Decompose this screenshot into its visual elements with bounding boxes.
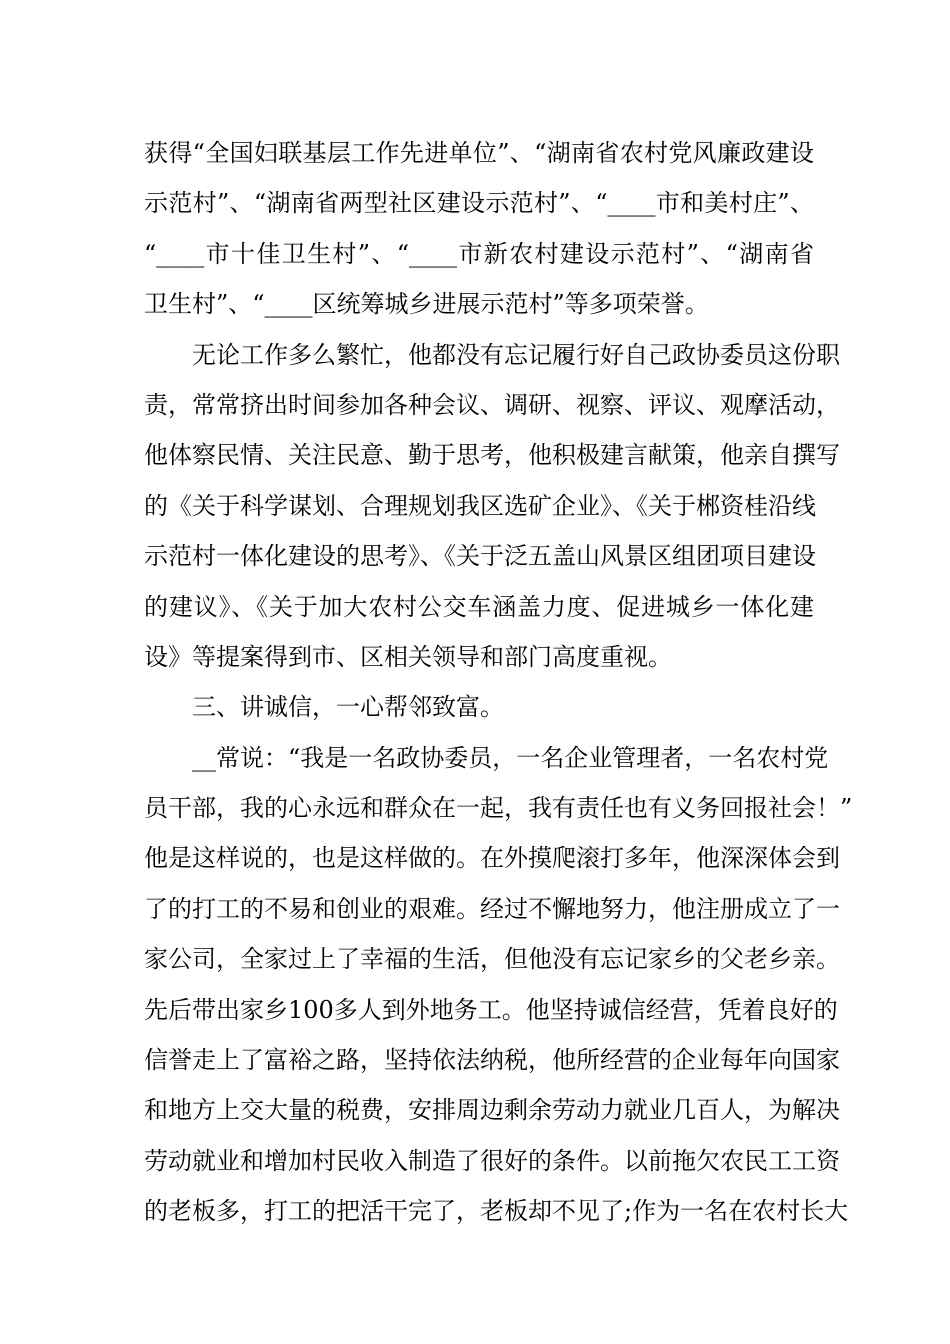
text-line: 无论工作多么繁忙，他都没有忘记履行好自己政协委员这份职 <box>192 340 840 369</box>
text-line: 责，常常挤出时间参加各种会议、调研、视察、评议、观摩活动， <box>144 390 840 419</box>
text-line: 先后带出家乡100多人到外地务工。他坚持诚信经营，凭着良好的 <box>144 995 838 1024</box>
text-line: 他体察民情、关注民意、勤于思考，他积极建言献策，他亲自撰写 <box>144 441 840 470</box>
section-heading: 三、讲诚信，一心帮邻致富。 <box>192 693 504 722</box>
text-line: 和地方上交大量的税费，安排周边剩余劳动力就业几百人，为解决 <box>144 1096 840 1125</box>
text-line: __常说：“我是一名政协委员，一名企业管理者，一名农村党 <box>192 743 829 772</box>
body-text <box>144 128 853 1237</box>
text-line: 他是这样说的，也是这样做的。在外摸爬滚打多年，他深深体会到 <box>144 844 840 873</box>
text-line: 信誉走上了富裕之路，坚持依法纳税，他所经营的企业每年向国家 <box>144 1046 840 1075</box>
text-line: 的老板多，打工的把活干完了，老板却不见了;作为一名在农村长大 <box>144 1197 849 1226</box>
text-line: 的《关于科学谋划、合理规划我区选矿企业》、《关于郴资桂沿线 <box>144 491 816 520</box>
text-line: 劳动就业和增加村民收入制造了很好的条件。以前拖欠农民工工资 <box>144 1146 840 1175</box>
text-line: 的建议》、《关于加大农村公交车涵盖力度、促进城乡一体化建 <box>144 592 814 621</box>
text-line: 示范村”、“湖南省两型社区建设示范村”、“____市和美村庄”、 <box>144 189 814 218</box>
text-line: 家公司，全家过上了幸福的生活，但他没有忘记家乡的父老乡亲。 <box>144 945 840 974</box>
text-line: 示范村一体化建设的思考》、《关于泛五盖山风景区组团项目建设 <box>144 542 816 571</box>
text-line: 设》等提案得到市、区相关领导和部门高度重视。 <box>144 642 672 671</box>
text-line: 了的打工的不易和创业的艰难。经过不懈地努力，他注册成立了一 <box>144 894 840 923</box>
text-line: 获得“全国妇联基层工作先进单位”、“湖南省农村党风廉政建设 <box>144 139 814 167</box>
text-line: “____市十佳卫生村”、“____市新农村建设示范村”、“湖南省 <box>144 239 814 268</box>
text-line: 员干部，我的心永远和群众在一起，我有责任也有义务回报社会！” <box>144 794 853 823</box>
text-line: 卫生村”、“____区统筹城乡进展示范村”等多项荣誉。 <box>144 290 709 319</box>
